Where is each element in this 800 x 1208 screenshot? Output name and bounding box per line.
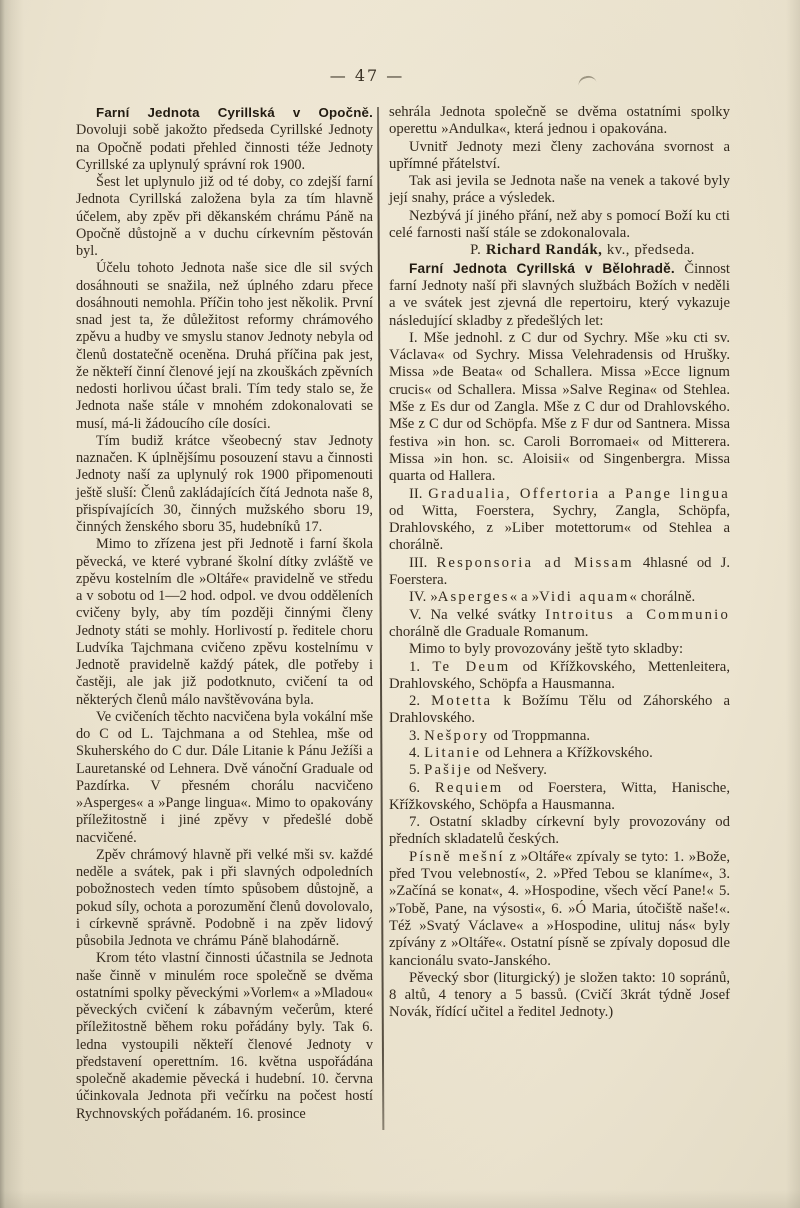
- paragraph: [76, 260, 373, 433]
- text-run: 2.: [409, 693, 432, 710]
- text-run: k Božímu Tělu od Záhorského a Drahlovského.: [389, 693, 730, 727]
- column-divider: [377, 107, 384, 1130]
- text-run: 7. Ostatní skladby církevní byly provozovány od předních skladatelů českých.: [389, 814, 730, 848]
- text-run: od Witta, Foerstera, Sychry, Zangla, Schöpfa, Drahlovského, z »Liber motettorum« od Stehlea a chorálně.: [389, 502, 730, 554]
- text-run: od Foerstera, Witta, Hanische, Křížkovského, Schöpfa a Hausmanna.: [389, 779, 730, 813]
- text-run: od Křížkovského, Mettenleitera, Drahlovského, Schöpfa a Hausmanna.: [389, 658, 730, 692]
- paragraph: [76, 104, 373, 174]
- paragraph: [389, 849, 730, 970]
- text-run: 3.: [409, 727, 425, 744]
- paragraph: [389, 555, 730, 590]
- text-run: « chorálně.: [629, 589, 696, 606]
- paragraph: [389, 208, 730, 243]
- paragraph: [389, 814, 730, 849]
- text-run: od Troppmanna.: [489, 727, 591, 744]
- text-run: P.: [470, 242, 486, 259]
- paragraph: [76, 433, 373, 537]
- text-run: Ve cvičeních těchto nacvičena byla vokální mše do C od L. Tajchmana a od Stehlea, mše od Skuherského do C dur. Dále Litanie k Pánu Ježíši a Lauretanské od Lehnera. Dvě vánoční Graduale od Pazdírka. V přesném chorálu nacvičeno »Asperges« a »Pange lingua«. Mimo to opakovány příležitostně i jiné zpěvy v předešlé době nacvičené.: [76, 708, 373, 846]
- text-run: Zpěv chrámový hlavně při velké mši sv. každé neděle a svátek, pak i při slavných odpoledních pobožnostech veden tímto spůsobem důstojně, a pokud síly, ochota a porozumění členů dovolovalo, i církevně správně. Podobně i na zpěv lidový působila Jednota ve chrámu Páně blahodárně.: [76, 846, 373, 949]
- paragraph: [76, 174, 373, 260]
- text-run: Te Deum: [432, 658, 511, 675]
- text-run: V. Na velké svátky: [409, 606, 546, 623]
- text-run: z »Oltáře« zpívaly se tyto: 1. »Bože, před Tvou velebností«, 2. »Před Tebou se klaníme«, 3. »Začíná se konat«, 4. »Hospodine, všech věcí Pane!« 5. »Tobě, Pane, na výsosti«, 6. »Ó Maria, útočiště naše!«. Též »Svatý Václave« a »Hospodine, ulituj nás« byly zpívány z »Oltáře«. Ostatní písně se zpívaly doposud dle kancionálu svato-Janského.: [389, 848, 731, 969]
- text-run: III.: [409, 554, 437, 571]
- text-run: Krom této vlastní činnosti účastnila se Jednota naše činně v minulém roce společně se dvěma ostatními spolky pěveckými »Vorlem« a »Mladou« pěveckých cvičení k zábavným večerům, které příležitostně během roku pořádány byly. Tak 6. ledna vystoupili někteří členové Jednoty v představení operettním. 16. května uspořádána společně akademie pěvecká i hudební. 10. června účinkovala Jednota při večírku na počest hostí Rychnovských pořádaném. 16. prosince: [76, 950, 373, 1122]
- paragraph: [389, 242, 730, 259]
- text-run: 5.: [409, 762, 425, 779]
- text-run: Pěvecký sbor (liturgický) je složen takto: 10 sopránů, 8 altů, 4 tenory a 5 bassů. (Cvičí 3krát týdně Josef Novák, řídící učitel a ředitel Jednoty.): [389, 969, 730, 1021]
- text-run: 1.: [409, 658, 433, 675]
- text-run: Činnost farní Jednoty naší při slavných službách Božích v neděli a ve svátek jest zjevná dle repertoiru, který vykazuje následující skladby z předešlých let:: [389, 260, 730, 329]
- paragraph: [76, 536, 373, 709]
- text-run: Tím budiž krátce všeobecný stav Jednoty naznačen. K úplnějšímu posouzení stavu a činnosti Jednoty naší za uplynulý rok 1900 připomenouti ještě sluší: Členů zakládajících čítá Jednota naše 8, přispívajících 30, činných mužského sboru 19, činných ženského sboru 35, hudebníků 17.: [76, 432, 373, 535]
- text-run: Litanie: [424, 744, 482, 761]
- text-run: Farní Jednota Cyrillská v Opočně.: [96, 105, 373, 120]
- paragraph: [389, 104, 730, 139]
- paragraph: [76, 709, 373, 847]
- paragraph: [389, 728, 730, 745]
- text-run: Šest let uplynulo již od té doby, co zdejší farní Jednota Cyrillská založena byla za tím hlavně účelem, aby zpěv při děkanském chrámu Páně na Opočně důstojně a v duchu církevním pěstován byl.: [76, 174, 373, 259]
- paragraph: [389, 589, 730, 606]
- text-run: Introitus a Communio: [545, 606, 730, 623]
- paragraph: [389, 139, 730, 174]
- text-run: IV. »: [409, 589, 438, 606]
- text-run: Motetta: [431, 693, 493, 710]
- text-run: Uvnitř Jednoty mezi členy zachována svornost a upřímné přátelství.: [389, 138, 730, 172]
- text-run: sehrála Jednota společně se dvěma ostatními spolky operettu »Andulka«, která jednou i opakována.: [389, 104, 730, 138]
- paragraph: [389, 641, 730, 658]
- text-run: Mimo to zřízena jest při Jednotě i farní škola pěvecká, ve které vybrané školní dítky zvláště ve zpěvu kostelním dle »Oltáře« pravidelně ve středu a v sobotu od 1—2 hod. odpol. ve dvou odděleních cvičeny byly, aby tím později činnými členy Jednoty státi se mohly. Horlivostí p. ředitele choru Ludvíka Tajchmana cvičeno zpěvu kostelnímu v Jednotě pravidelně každý pátek, dle potřeby i častěji, ale jak již podotknuto, cvičení ta od některých členů málo navštěvována byla.: [76, 536, 373, 708]
- paragraph: [389, 260, 730, 330]
- paragraph: [389, 659, 730, 694]
- text-run: Písně mešní: [409, 848, 505, 865]
- text-run: Farní Jednota Cyrillská v Bělohradě.: [409, 260, 675, 276]
- text-run: Requiem: [434, 779, 504, 796]
- column-left: [76, 104, 373, 1123]
- paragraph: [389, 693, 730, 728]
- text-run: I. Mše jednohl. z C dur od Sychry. Mše »ku cti sv. Václava« od Sychry. Missa Velehradensis od Hrušky. Missa »de Beata« od Schallera. Missa »Ecce lignum crucis« od Schallera. Missa »Salve Regina« od Stehlea. Mše z Es dur od Zangla. Mše z C dur od Drahlovského. Mše z C dur od Schöpfa. Mše z F dur od Santnera. Missa festiva »in hon. sc. Caroli Borromaei« od Mitterera. Missa »in hon. sc. Aloisii« od Singenbergra. Missa quarta od Hallera.: [389, 329, 730, 485]
- paragraph: [76, 950, 373, 1123]
- paragraph: [389, 607, 730, 642]
- text-run: Nešpory: [424, 727, 490, 744]
- column-right: [389, 104, 730, 1022]
- page-number: — 47 —: [329, 66, 405, 85]
- text-run: Pašije: [424, 762, 473, 779]
- text-run: Asperges: [437, 589, 510, 606]
- text-run: Účelu tohoto Jednota naše sice dle sil svých dosáhnouti se snažila, než úplného zdaru přece dosáhnouti nemohla. Příčin toho jest několik. První snad jest ta, že důležitost reformy chrámového zpěvu a hudby ve smyslu stanov Jednoty nebyla od členů dostatečně oceněna. Druhá příčina pak jest, že někteří činní členové její na zkouškách zpěvních nedosti horlivou účast brali. Tím tedy stalo se, že Jednota naše stále v mnohém zdokonalovati se musí, má-li žádoucího cíle dosíci.: [76, 260, 373, 432]
- text-run: Tak asi jevila se Jednota naše na venek a takové byly její snahy, práce a výsledek.: [389, 173, 730, 207]
- text-run: od Nešvery.: [472, 762, 547, 779]
- paragraph: [389, 330, 730, 486]
- text-run: Richard Randák,: [485, 242, 603, 259]
- text-run: Dovoluji sobě jakožto předseda Cyrillské Jednoty na Opočně podati přehled činnosti téže Jednoty Cyrillské za uplynulý správní rok 1900.: [76, 122, 373, 173]
- text-run: chorálně dle Graduale Romanum.: [389, 623, 589, 640]
- text-run: 6.: [409, 779, 435, 796]
- text-run: « a »: [509, 589, 540, 606]
- text-run: od Lehnera a Křížkovského.: [481, 744, 653, 761]
- paragraph: [389, 173, 730, 208]
- paragraph: [389, 762, 730, 779]
- text-run: Vidi aquam: [539, 589, 630, 606]
- paragraph: [389, 745, 730, 762]
- text-run: Mimo to byly provozovány ještě tyto skladby:: [409, 641, 684, 658]
- text-run: kv., předseda.: [602, 242, 695, 259]
- paragraph: [76, 847, 373, 951]
- paragraph: [389, 486, 730, 555]
- text-run: Gradualia, Offertoria a Pange lingua: [428, 485, 730, 502]
- text-run: Responsoria ad Missam: [436, 554, 634, 571]
- text-run: II.: [409, 485, 429, 502]
- text-run: 4hlasné od J. Foerstera.: [389, 554, 730, 589]
- text-run: 4.: [409, 744, 425, 761]
- text-run: Nezbývá jí jiného přání, než aby s pomocí Boží ku cti celé farnosti naší stále se zdokonalovala.: [389, 207, 730, 242]
- paragraph: [389, 970, 730, 1022]
- paragraph: [389, 780, 730, 815]
- ink-smudge-mark: [577, 74, 597, 88]
